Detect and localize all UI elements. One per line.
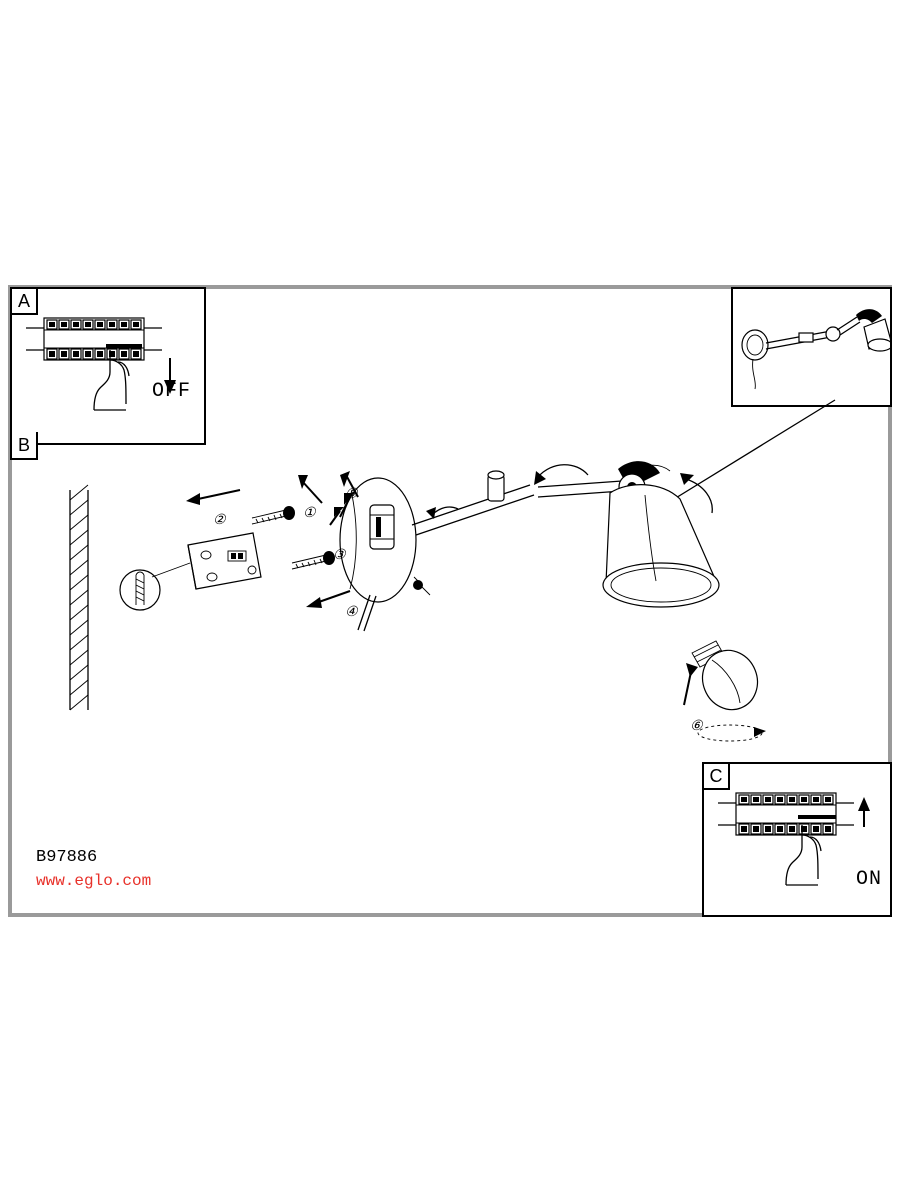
panel-b-label xyxy=(10,432,38,460)
panel-a-letter: A xyxy=(17,290,30,311)
lamp-head-icon xyxy=(856,309,890,351)
panel-a-caption: OFF xyxy=(152,380,192,403)
panel-c-caption: ON xyxy=(856,868,883,891)
mounting-bracket-icon xyxy=(188,533,261,589)
panel-b-letter: B xyxy=(17,434,30,455)
panel-c-letter: C xyxy=(709,765,723,786)
screw-icon-2 xyxy=(292,551,335,569)
step-number-4: ④ xyxy=(345,605,358,620)
step-number-2: ② xyxy=(213,513,226,528)
up-arrow-icon xyxy=(858,797,870,827)
step-number-3: ③ xyxy=(333,548,346,563)
product-code: B97886 xyxy=(36,848,98,867)
hatched-wall-icon xyxy=(70,485,88,710)
step-number-6: ⑥ xyxy=(690,719,703,734)
screw-icon-3 xyxy=(413,577,430,595)
panel-b-artwork xyxy=(40,455,870,785)
step-number-1: ① xyxy=(303,506,316,521)
website-url[interactable]: www.eglo.com xyxy=(36,872,152,890)
screw-icon-1 xyxy=(252,506,295,524)
light-bulb-icon xyxy=(692,641,766,741)
breaker-icon xyxy=(26,318,162,360)
detail-inset-artwork xyxy=(733,289,890,405)
breaker-icon xyxy=(718,793,854,835)
panel-a-artwork xyxy=(14,300,204,430)
step-number-5: ⑤ xyxy=(345,487,358,502)
lamp-arm-icon xyxy=(412,471,622,535)
